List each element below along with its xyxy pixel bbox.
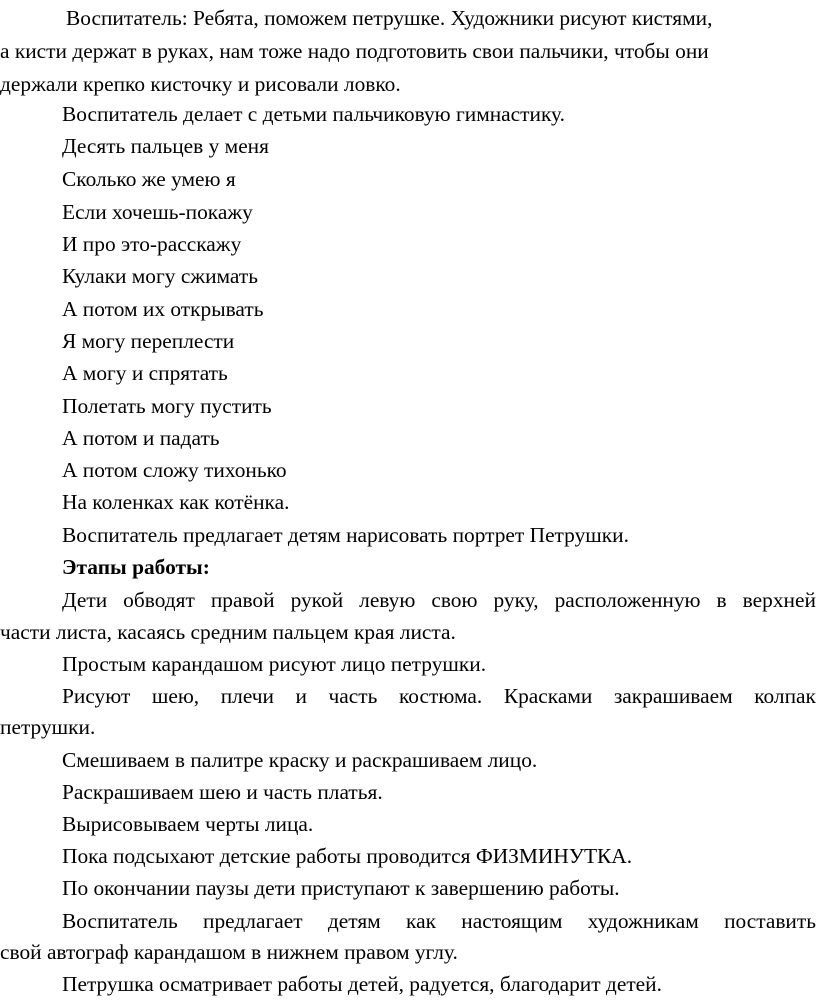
stage-3-line-1 (62, 680, 816, 712)
word: верхней (742, 588, 816, 612)
word: свою (431, 588, 478, 612)
word: настоящим (461, 909, 563, 933)
word: руку, (493, 588, 539, 612)
poem-line: А потом и падать (62, 426, 220, 450)
word: Дети (62, 588, 108, 612)
poem-line: На коленках как котёнка. (62, 490, 290, 514)
word: и (295, 684, 307, 708)
poem-line: А потом их открывать (62, 297, 264, 321)
word: костюма. (398, 684, 483, 708)
word: детям (327, 909, 381, 933)
stage-9-line-2: свой автограф карандашом в нижнем правом углу. (0, 940, 458, 964)
word: правой (210, 588, 275, 612)
stage-1-line-1 (62, 584, 816, 616)
word: рукой (290, 588, 344, 612)
word: как (406, 909, 436, 933)
word: Красками (503, 684, 593, 708)
word: поставить (724, 909, 816, 933)
stage-5: Раскрашиваем шею и часть платья. (62, 780, 383, 804)
stage-9-line-1 (62, 905, 816, 937)
poem-line: А могу и спрятать (62, 361, 228, 385)
word: часть (328, 684, 378, 708)
word: шею, (151, 684, 200, 708)
poem-line: Полетать могу пустить (62, 394, 272, 418)
gymnastics-intro: Воспитатель делает с детьми пальчиковую гимнастику. (62, 102, 565, 126)
poem-line: Если хочешь-покажу (62, 200, 253, 224)
stage-3-line-2: петрушки. (0, 715, 96, 739)
stages-heading: Этапы работы: (62, 555, 210, 579)
stage-10: Петрушка осматривает работы детей, радуется, благодарит детей. (62, 972, 662, 996)
word: закрашиваем (613, 684, 733, 708)
word: Рисуют (62, 684, 131, 708)
intro-line-1: Воспитатель: Ребята, поможем петрушке. Художники рисуют кистями, (66, 6, 713, 30)
poem-line: Я могу переплести (62, 329, 235, 353)
poem-line: А потом сложу тихонько (62, 458, 287, 482)
stage-2: Простым карандашом рисуют лицо петрушки. (62, 652, 487, 676)
word: колпак (754, 684, 816, 708)
word: расположенную (554, 588, 701, 612)
word: предлагает (203, 909, 303, 933)
stage-4: Смешиваем в палитре краску и раскрашиваем лицо. (62, 748, 538, 772)
word: Воспитатель (62, 909, 178, 933)
portrait-offer: Воспитатель предлагает детям нарисовать портрет Петрушки. (62, 523, 629, 547)
poem-line: И про это-расскажу (62, 232, 242, 256)
poem-line: Сколько же умею я (62, 167, 236, 191)
intro-line-2: а кисти держат в руках, нам тоже надо подготовить свои пальчики, чтобы они (0, 39, 709, 63)
stage-6: Вырисовываем черты лица. (62, 812, 314, 836)
stage-8: По окончании паузы дети приступают к завершению работы. (62, 876, 620, 900)
word: плечи (220, 684, 274, 708)
word: в (716, 588, 727, 612)
poem-line: Десять пальцев у меня (62, 134, 269, 158)
poem-line: Кулаки могу сжимать (62, 264, 258, 288)
word: художникам (587, 909, 699, 933)
stage-1-line-2: части листа, касаясь средним пальцем края листа. (0, 620, 456, 644)
word: левую (359, 588, 416, 612)
intro-line-3: держали крепко кисточку и рисовали ловко. (0, 72, 401, 96)
stage-7: Пока подсыхают детские работы проводится ФИЗМИНУТКА. (62, 844, 633, 868)
word: обводят (123, 588, 195, 612)
